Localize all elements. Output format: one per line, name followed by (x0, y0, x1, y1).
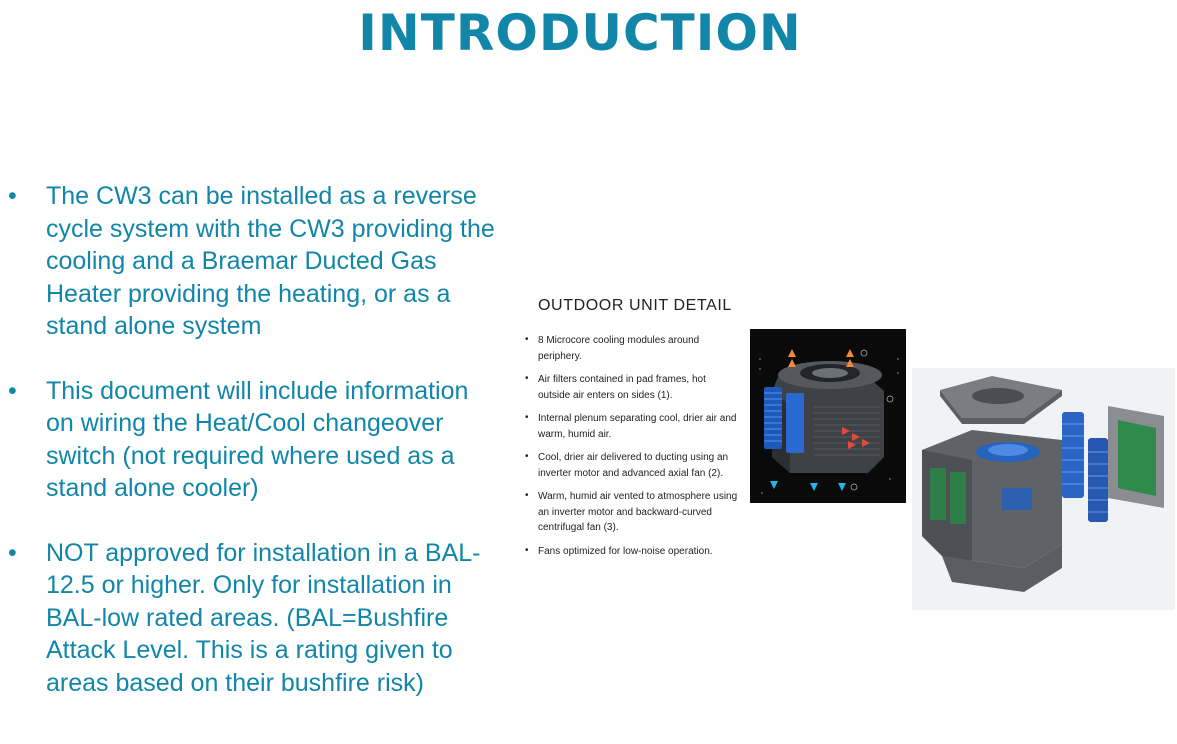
figure-detail-item (524, 411, 739, 442)
figure-detail-item (524, 333, 739, 364)
outdoor-unit-airflow-image (750, 329, 906, 503)
bullet-marker: • (8, 182, 17, 210)
figure-detail-text: Internal plenum separating cool, drier air and warm, humid air. (538, 413, 737, 440)
outdoor-unit-exploded-image (912, 368, 1175, 610)
figure-detail-text: Cool, drier air delivered to ducting using an inverter motor and advanced axial fan (2). (538, 452, 729, 479)
figure-detail-text: Warm, humid air vented to atmosphere using an inverter motor and backward-curved centrifugal fan (3). (538, 491, 738, 533)
bullet-list (8, 180, 498, 731)
bullet-item (8, 375, 498, 505)
bullet-marker: • (525, 412, 529, 423)
bullet-item (8, 180, 498, 343)
bullet-marker: • (525, 373, 529, 384)
figure-detail-list (524, 333, 739, 567)
bullet-marker: • (525, 490, 529, 501)
figure-detail-text: 8 Microcore cooling modules around periphery. (538, 335, 700, 362)
bullet-text: NOT approved for installation in a BAL-12.5 or higher. Only for installation in BAL-low rated areas. (BAL=Bushfire Attack Level. This is a rating given to areas based on their bushfire risk) (46, 538, 481, 697)
figure-detail-item (524, 372, 739, 403)
bullet-marker: • (525, 544, 529, 556)
bullet-marker: • (525, 334, 529, 345)
slide-title: INTRODUCTION (358, 4, 802, 62)
bullet-marker: • (525, 451, 529, 462)
figure-detail-text: Fans optimized for low-noise operation. (538, 545, 713, 557)
bullet-item (8, 537, 498, 700)
figure-detail-text: Air filters contained in pad frames, hot outside air enters on sides (1). (538, 374, 706, 401)
figure-heading: OUTDOOR UNIT DETAIL (538, 297, 732, 314)
figure-detail-item (524, 544, 739, 560)
bullet-text: This document will include information on wiring the Heat/Cool changeover switch (not required where used as a stand alone cooler) (46, 376, 469, 502)
bullet-marker: • (8, 538, 17, 567)
bullet-marker: • (8, 376, 17, 405)
figure-detail-item (524, 450, 739, 481)
figure-detail-item (524, 489, 739, 536)
bullet-text: The CW3 can be installed as a reverse cycle system with the CW3 providing the cooling and a Braemar Ducted Gas Heater providing the heating, or as a stand alone system (46, 182, 495, 340)
